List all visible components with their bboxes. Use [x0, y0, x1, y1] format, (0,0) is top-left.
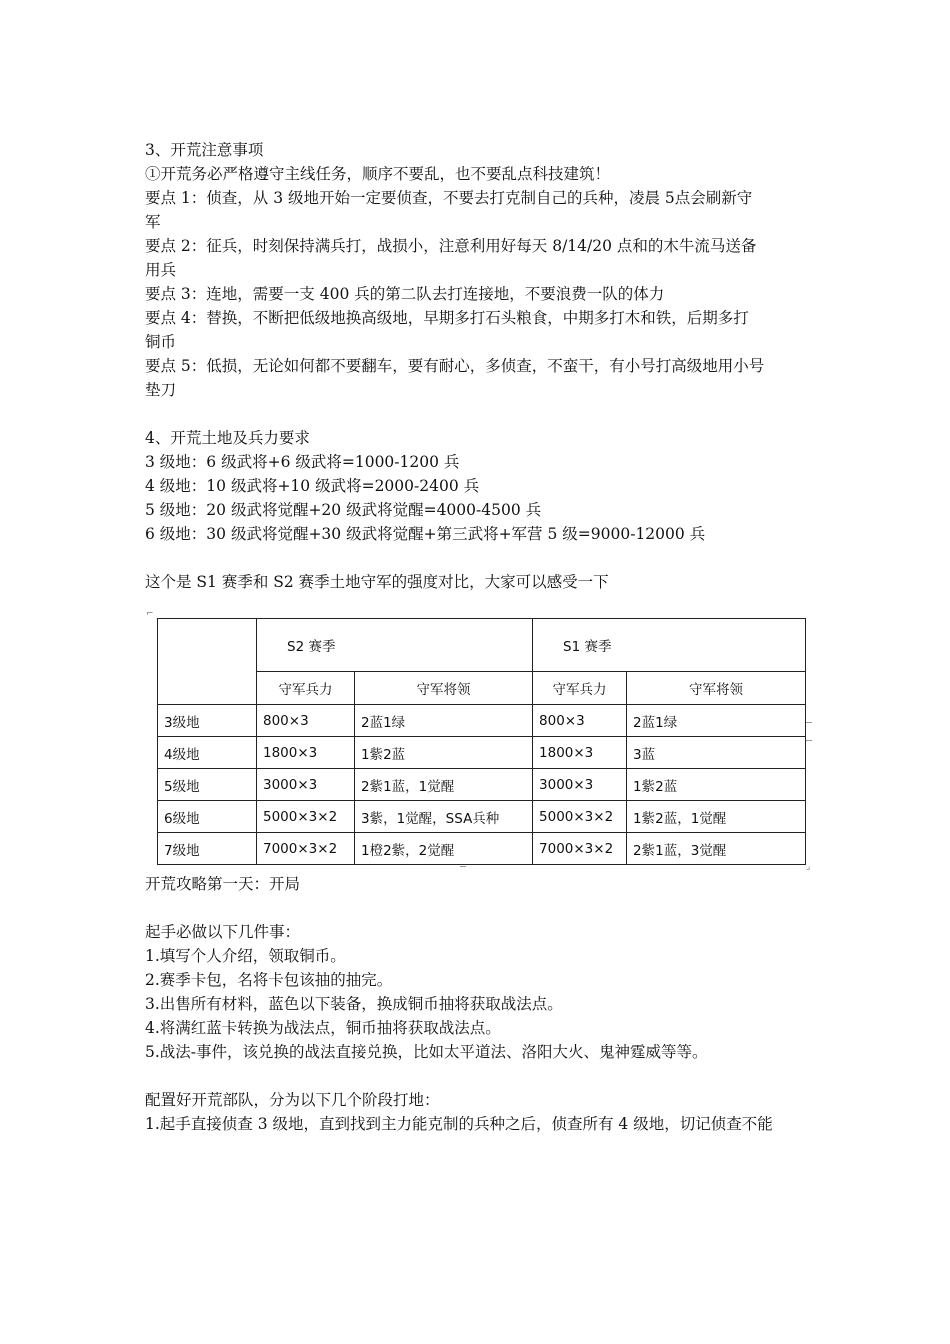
season-s2-header: S2 赛季	[257, 619, 533, 672]
table-resize-icon: ⌟	[806, 862, 811, 872]
paragraph-line: 配置好开荒部队，分为以下几个阶段打地：	[145, 1091, 440, 1109]
paragraph-line: 4.将满红蓝卡转换为战法点，铜币抽将获取战法点。	[145, 1019, 501, 1037]
paragraph-line: 用兵	[145, 261, 177, 279]
land-level-cell: 3级地	[158, 705, 257, 737]
s1-generals-cell: 2紫1蓝，3觉醒	[627, 833, 806, 865]
paragraph-line: 1.填写个人介绍，领取铜币。	[145, 947, 346, 965]
paragraph-line: 3.出售所有材料，蓝色以下装备，换成铜币抽将获取战法点。	[145, 995, 563, 1013]
s1-troops-cell: 3000×3	[533, 769, 627, 801]
land-level-cell: 5级地	[158, 769, 257, 801]
table-edge-mark	[806, 740, 812, 741]
s2-troops-cell: 3000×3	[257, 769, 355, 801]
col-generals-header: 守军将领	[355, 672, 533, 705]
paragraph-line: 6 级地：30 级武将觉醒+30 级武将觉醒+第三武将+军营 5 级=9000-12000 兵	[145, 525, 706, 543]
s1-generals-cell: 3蓝	[627, 737, 806, 769]
table-row	[158, 769, 806, 801]
paragraph-line: ①开荒务必严格遵守主线任务，顺序不要乱，也不要乱点科技建筑！	[145, 165, 611, 183]
col-troops-header: 守军兵力	[257, 672, 355, 705]
text-section-notes	[145, 138, 810, 594]
paragraph-line: 5 级地：20 级武将觉醒+20 级武将觉醒=4000-4500 兵	[145, 501, 542, 519]
table-corner-cell	[158, 619, 257, 705]
land-comparison-table-wrap	[157, 618, 805, 862]
s1-troops-cell: 5000×3×2	[533, 801, 627, 833]
s2-generals-cell: 1紫2蓝	[355, 737, 533, 769]
s1-generals-cell: 1紫2蓝，1觉醒	[627, 801, 806, 833]
paragraph-line: 4、开荒土地及兵力要求	[145, 429, 310, 447]
table-handle-icon: ⌐	[146, 609, 154, 619]
blank-line	[145, 896, 810, 920]
paragraph-line: 铜币	[145, 333, 177, 351]
s2-troops-cell: 800×3	[257, 705, 355, 737]
paragraph-line: 要点 1：侦查，从 3 级地开始一定要侦查，不要去打克制自己的兵种，凌晨 5点会刷新守	[145, 189, 753, 207]
s2-generals-cell: 3紫，1觉醒，SSA兵种	[355, 801, 533, 833]
s2-generals-cell: 2蓝1绿	[355, 705, 533, 737]
table-row	[158, 737, 806, 769]
paragraph-line: 要点 4：替换，不断把低级地换高级地，早期多打石头粮食，中期多打木和铁，后期多打	[145, 309, 749, 327]
table-edge-mark	[806, 722, 812, 723]
s2-generals-cell: 1橙2紫，2觉醒	[355, 833, 533, 865]
paragraph-line: 要点 5：低损，无论如何都不要翻车，要有耐心，多侦查，不蛮干，有小号打高级地用小号	[145, 357, 765, 375]
paragraph-line: 要点 3：连地，需要一支 400 兵的第二队去打连接地，不要浪费一队的体力	[145, 285, 665, 303]
s1-troops-cell: 800×3	[533, 705, 627, 737]
land-level-cell: 4级地	[158, 737, 257, 769]
table-row	[158, 801, 806, 833]
paragraph-line: 起手必做以下几件事：	[145, 923, 301, 941]
blank-line	[145, 402, 810, 426]
table-edge-mark	[460, 866, 466, 867]
col-troops-header: 守军兵力	[533, 672, 627, 705]
paragraph-line: 这个是 S1 赛季和 S2 赛季土地守军的强度对比，大家可以感受一下	[145, 573, 609, 591]
s2-troops-cell: 1800×3	[257, 737, 355, 769]
paragraph-line: 1.起手直接侦查 3 级地，直到找到主力能克制的兵种之后，侦查所有 4 级地，切记侦查不能	[145, 1115, 773, 1133]
paragraph-line: 2.赛季卡包，名将卡包该抽的抽完。	[145, 971, 393, 989]
paragraph-line: 军	[145, 213, 161, 231]
blank-line	[145, 1064, 810, 1088]
table-row	[158, 833, 806, 865]
s1-generals-cell: 2蓝1绿	[627, 705, 806, 737]
paragraph-line: 3、开荒注意事项	[145, 141, 264, 159]
paragraph-line: 开荒攻略第一天：开局	[145, 875, 301, 893]
blank-line	[145, 546, 810, 570]
paragraph-line: 要点 2：征兵，时刻保持满兵打，战损小，注意利用好每天 8/14/20 点和的木牛流马送备	[145, 237, 757, 255]
paragraph-line: 3 级地：6 级武将+6 级武将=1000-1200 兵	[145, 453, 460, 471]
s1-generals-cell: 1紫2蓝	[627, 769, 806, 801]
paragraph-line: 垫刀	[145, 381, 177, 399]
paragraph-line: 5.战法-事件，该兑换的战法直接兑换，比如太平道法、洛阳大火、鬼神霆威等等。	[145, 1043, 708, 1061]
paragraph-line: 4 级地：10 级武将+10 级武将=2000-2400 兵	[145, 477, 480, 495]
season-s1-header: S1 赛季	[533, 619, 806, 672]
s1-troops-cell: 1800×3	[533, 737, 627, 769]
s2-troops-cell: 5000×3×2	[257, 801, 355, 833]
text-section-day-one	[145, 872, 810, 1136]
land-level-cell: 6级地	[158, 801, 257, 833]
col-generals-header: 守军将领	[627, 672, 806, 705]
table-header-row	[158, 619, 806, 672]
s2-troops-cell: 7000×3×2	[257, 833, 355, 865]
s1-troops-cell: 7000×3×2	[533, 833, 627, 865]
s2-generals-cell: 2紫1蓝，1觉醒	[355, 769, 533, 801]
land-comparison-table	[157, 618, 806, 865]
table-row	[158, 705, 806, 737]
land-level-cell: 7级地	[158, 833, 257, 865]
